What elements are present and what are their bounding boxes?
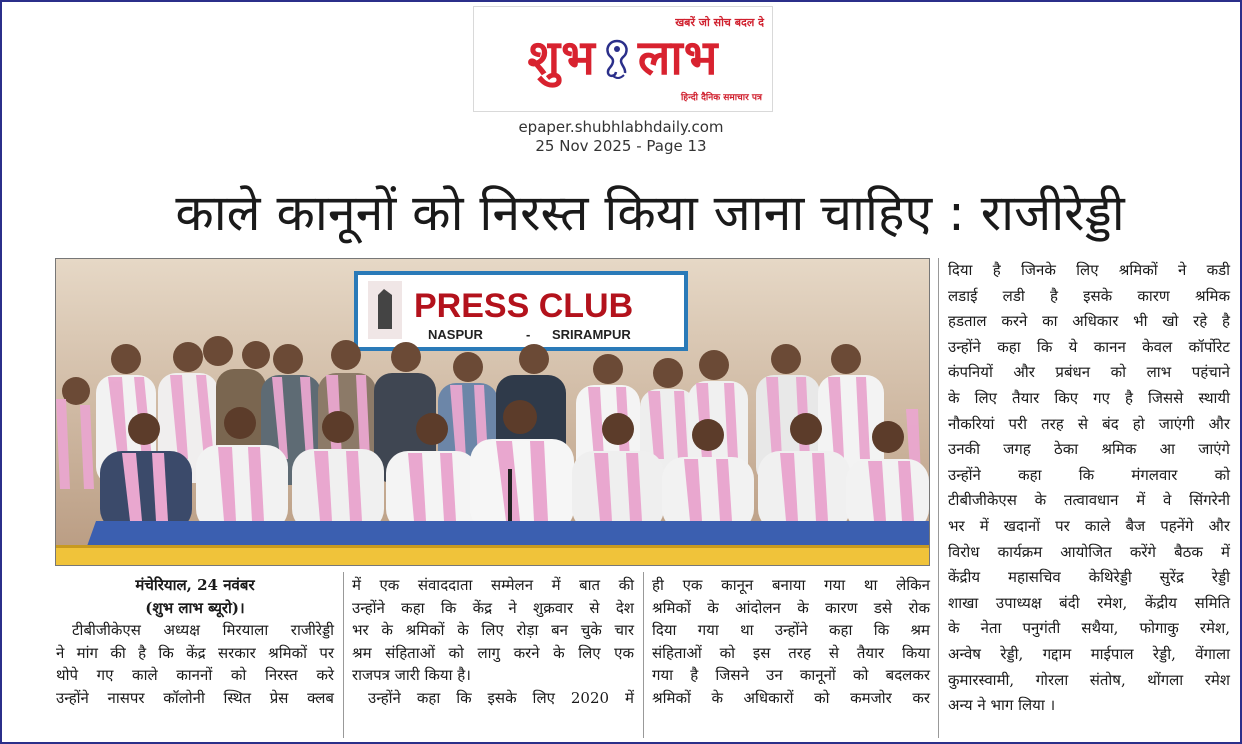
col1-line-2: ने मांग की है कि केंद्र सरकार श्रमिकों पर <box>56 643 334 662</box>
col3-line-2: श्रमिकों के आंदोलन के कारण डसे रोक <box>652 598 930 617</box>
column-rule-2 <box>643 572 644 738</box>
col3-line-3: दिया गया था उन्होंने कहा कि श्रम <box>652 621 930 639</box>
press-club-banner <box>356 273 686 349</box>
ganesha-icon <box>600 35 634 81</box>
col4-line-15: के नेता पनुगंती सथैया, फोगाकु रमेश, <box>948 619 1230 638</box>
col4-line-18: अन्य ने भाग लिया । <box>948 696 1056 715</box>
col3-line-4: संहिताओं को इस तरह से तैयार किया <box>652 643 930 662</box>
col2-line-1: में एक संवाददाता सम्मेलन में बात की <box>352 576 634 594</box>
epaper-url[interactable]: epaper.shubhlabhdaily.com <box>518 118 724 136</box>
column-rule-3 <box>938 258 939 738</box>
col4-line-9: उन्होंने कहा कि मंगलवार को <box>948 465 1230 484</box>
conference-table <box>56 521 929 565</box>
col2-line-6: उन्होंने कहा कि इसके लिए 2020 में <box>368 688 634 707</box>
col4-line-7: नौकरियां परी तरह से बंद हो जाएंगी और <box>948 414 1230 433</box>
edition-date-page: 25 Nov 2025 - Page 13 <box>535 137 707 155</box>
column-rule-1 <box>343 572 344 738</box>
article-bureau: (शुभ लाभ ब्यूरो)। <box>145 598 245 617</box>
col4-line-12: विरोध कार्यक्रम आयोजित करेंगे बैठक में <box>948 542 1230 561</box>
banner-sub-dash: - <box>526 327 531 342</box>
banner-sub-right: SRIRAMPUR <box>552 327 631 342</box>
col4-line-4: उन्होंने कहा कि ये कानन केवल कॉर्पोरेट <box>948 337 1230 356</box>
col3-line-1: ही एक कानून बनाया गया था लेकिन <box>652 576 930 594</box>
col2-line-4: श्रम संहिताओं को लागु करने के लिए एक <box>352 643 634 662</box>
logo-word-labh: लाभ <box>637 30 719 86</box>
col4-line-2: लडाई लडी है इसके कारण श्रमिक <box>948 286 1230 305</box>
article-column-3 <box>652 574 930 709</box>
col2-line-3: भर के श्रमिकों के लिए रोड़ा बन चुके चार <box>352 621 634 639</box>
article-column-2 <box>352 574 634 709</box>
article-dateline: मंचेरियाल, 24 नवंबर <box>135 576 255 594</box>
banner-sub-left: NASPUR <box>428 327 483 342</box>
masthead-subtitle: हिन्दी दैनिक समाचार पत्र <box>680 93 762 103</box>
col2-line-5: राजपत्र जारी किया है। <box>352 666 471 684</box>
col4-line-6: के लिए तैयार किए गए है जिससे स्थायी <box>948 388 1230 407</box>
col2-line-2: उन्होंने कहा कि केंद्र ने शुक्रवार से देश <box>352 598 634 617</box>
col4-line-3: हडताल करने का अधिकार भी खो रहे है <box>948 312 1230 331</box>
banner-title: PRESS CLUB <box>414 287 634 325</box>
col1-line-4: उन्होंने नासपर कॉलोनी स्थित प्रेस क्लब <box>56 688 334 707</box>
col3-line-6: श्रमिकों के अधिकारों को कमजोर कर <box>652 688 930 707</box>
col4-line-5: कंपनियों और प्रबंधन को लाभ पहंचाने <box>948 363 1230 382</box>
newspaper-masthead[interactable] <box>473 6 773 112</box>
logo-word-shubh: शुभ <box>527 30 596 86</box>
col4-line-17: कुमारस्वामी, गोरला संतोष, थोंगला रमेश <box>948 670 1230 689</box>
col1-line-3: थोपे गए काले काननों को निरस्त करे <box>56 666 334 684</box>
masthead-tagline: खबरें जो सोच बदल दे <box>675 16 764 29</box>
press-conference-photo <box>55 258 930 566</box>
article-column-1 <box>56 574 334 709</box>
newspaper-logo <box>480 25 766 88</box>
article-column-4 <box>948 258 1230 719</box>
col4-line-1: दिया है जिनके लिए श्रमिकों ने कडी <box>948 261 1230 279</box>
col4-line-8: उनकी जगह ठेका श्रमिक आ जाएंगे <box>948 440 1230 459</box>
col1-line-1: टीबीजीकेएस अध्यक्ष मिरयाला राजीरेड्डी <box>72 621 334 639</box>
article-headline: काले कानूनों को निरस्त किया जाना चाहिए : राजीरेड्डी <box>175 184 1125 242</box>
press-conference-illustration <box>56 259 929 565</box>
col4-line-14: शाखा उपाध्यक्ष बंदी रमेश, केंद्रीय समिति <box>948 593 1230 612</box>
col4-line-16: अन्वेष रेड्डी, गद्दाम माईपाल रेड्डी, वेंगाला <box>948 644 1230 663</box>
col4-line-13: केंद्रीय महासचिव केथिरेड्डी सुरेंद्र रेड्डी <box>948 568 1230 587</box>
col3-line-5: गया है जिसने उन कानूनों को बदलकर <box>652 666 930 684</box>
edition-info <box>0 118 1242 156</box>
col4-line-11: भर में खदानों पर काले बैज पहनेंगे और <box>948 516 1230 535</box>
col4-line-10: टीबीजीकेएस के तत्वावधान में वे सिंगरेनी <box>948 491 1230 510</box>
